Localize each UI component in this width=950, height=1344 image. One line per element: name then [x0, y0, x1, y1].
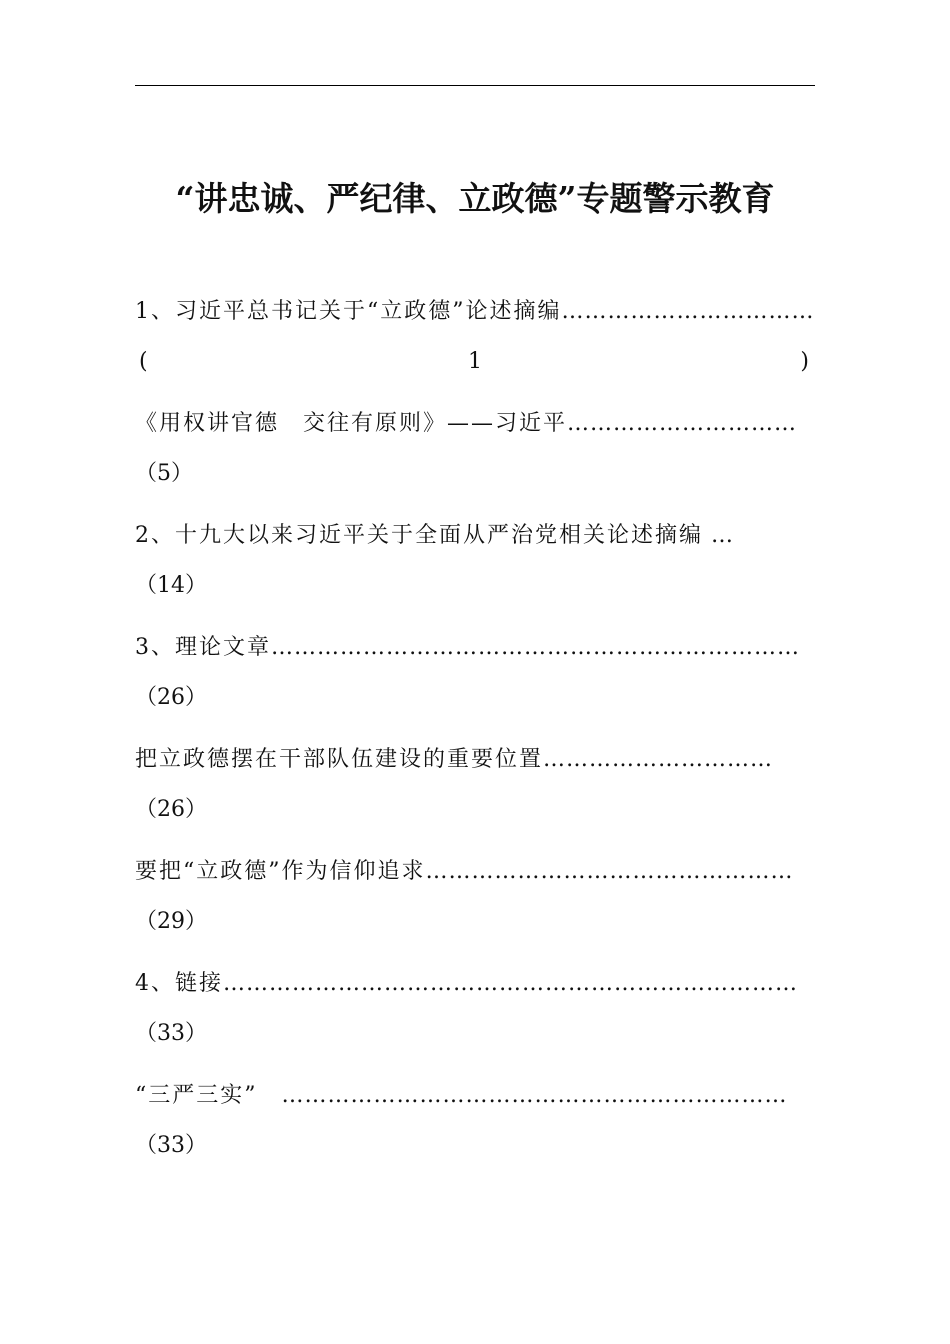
toc-entry-line	[135, 626, 800, 670]
toc-entry-line	[135, 290, 815, 334]
toc-entry-line	[135, 738, 773, 782]
table-of-contents	[135, 290, 815, 1186]
toc-entry-line	[135, 514, 734, 558]
toc-leader-dots: …………………………………………………………………	[223, 971, 798, 996]
toc-page-number: （14）	[135, 573, 207, 598]
toc-leader-dots: …………………………………………………………	[281, 1083, 788, 1108]
toc-entry-line	[135, 402, 797, 446]
toc-leader-dots: …	[703, 523, 734, 548]
toc-leader-dots: …………………………………………	[425, 859, 794, 884]
toc-entry-text: 《用权讲官德 交往有原则》——习近平	[135, 411, 568, 436]
toc-entry-line	[135, 850, 794, 894]
toc-page-number: （26）	[135, 685, 207, 710]
toc-entry-text: 3、理论文章	[135, 635, 271, 660]
toc-entry-text: 把立政德摆在干部队伍建设的重要位置	[135, 747, 544, 772]
toc-entry-text: 要把“立政德”作为信仰追求	[135, 859, 426, 884]
toc-page-number: （26）	[135, 797, 207, 822]
toc-entry-text: 1、习近平总书记关于“立政德”论述摘编	[135, 299, 562, 324]
toc-leader-dots: …………………………	[543, 747, 774, 772]
header-rule	[135, 85, 815, 86]
toc-entry	[135, 626, 815, 738]
open-paren: (	[139, 349, 148, 374]
close-paren: )	[800, 349, 809, 374]
toc-page-number: （5）	[135, 461, 193, 486]
page-number: 1	[468, 349, 482, 374]
toc-entry	[135, 1074, 815, 1186]
toc-leader-dots: …………………………	[567, 411, 798, 436]
toc-entry	[135, 514, 815, 626]
toc-entry	[135, 738, 815, 850]
toc-entry-line	[135, 1074, 788, 1118]
toc-entry-line	[135, 962, 798, 1006]
toc-entry-text: 4、链接	[135, 971, 223, 996]
toc-entry-text: 2、十九大以来习近平关于全面从严治党相关论述摘编	[135, 523, 703, 548]
toc-leader-dots: ……………………………	[561, 299, 815, 324]
toc-page-number: （29）	[135, 909, 207, 934]
toc-page-number: （33）	[135, 1021, 207, 1046]
toc-entry	[135, 290, 815, 402]
toc-page-number: （33）	[135, 1133, 207, 1158]
document-title: “讲忠诚、严纪律、立政德”专题警示教育	[175, 179, 775, 218]
toc-entry-text: “三严三实”	[135, 1083, 282, 1108]
toc-leader-dots: ……………………………………………………………	[271, 635, 800, 660]
toc-entry	[135, 850, 815, 962]
toc-entry	[135, 402, 815, 514]
toc-entry	[135, 962, 815, 1074]
